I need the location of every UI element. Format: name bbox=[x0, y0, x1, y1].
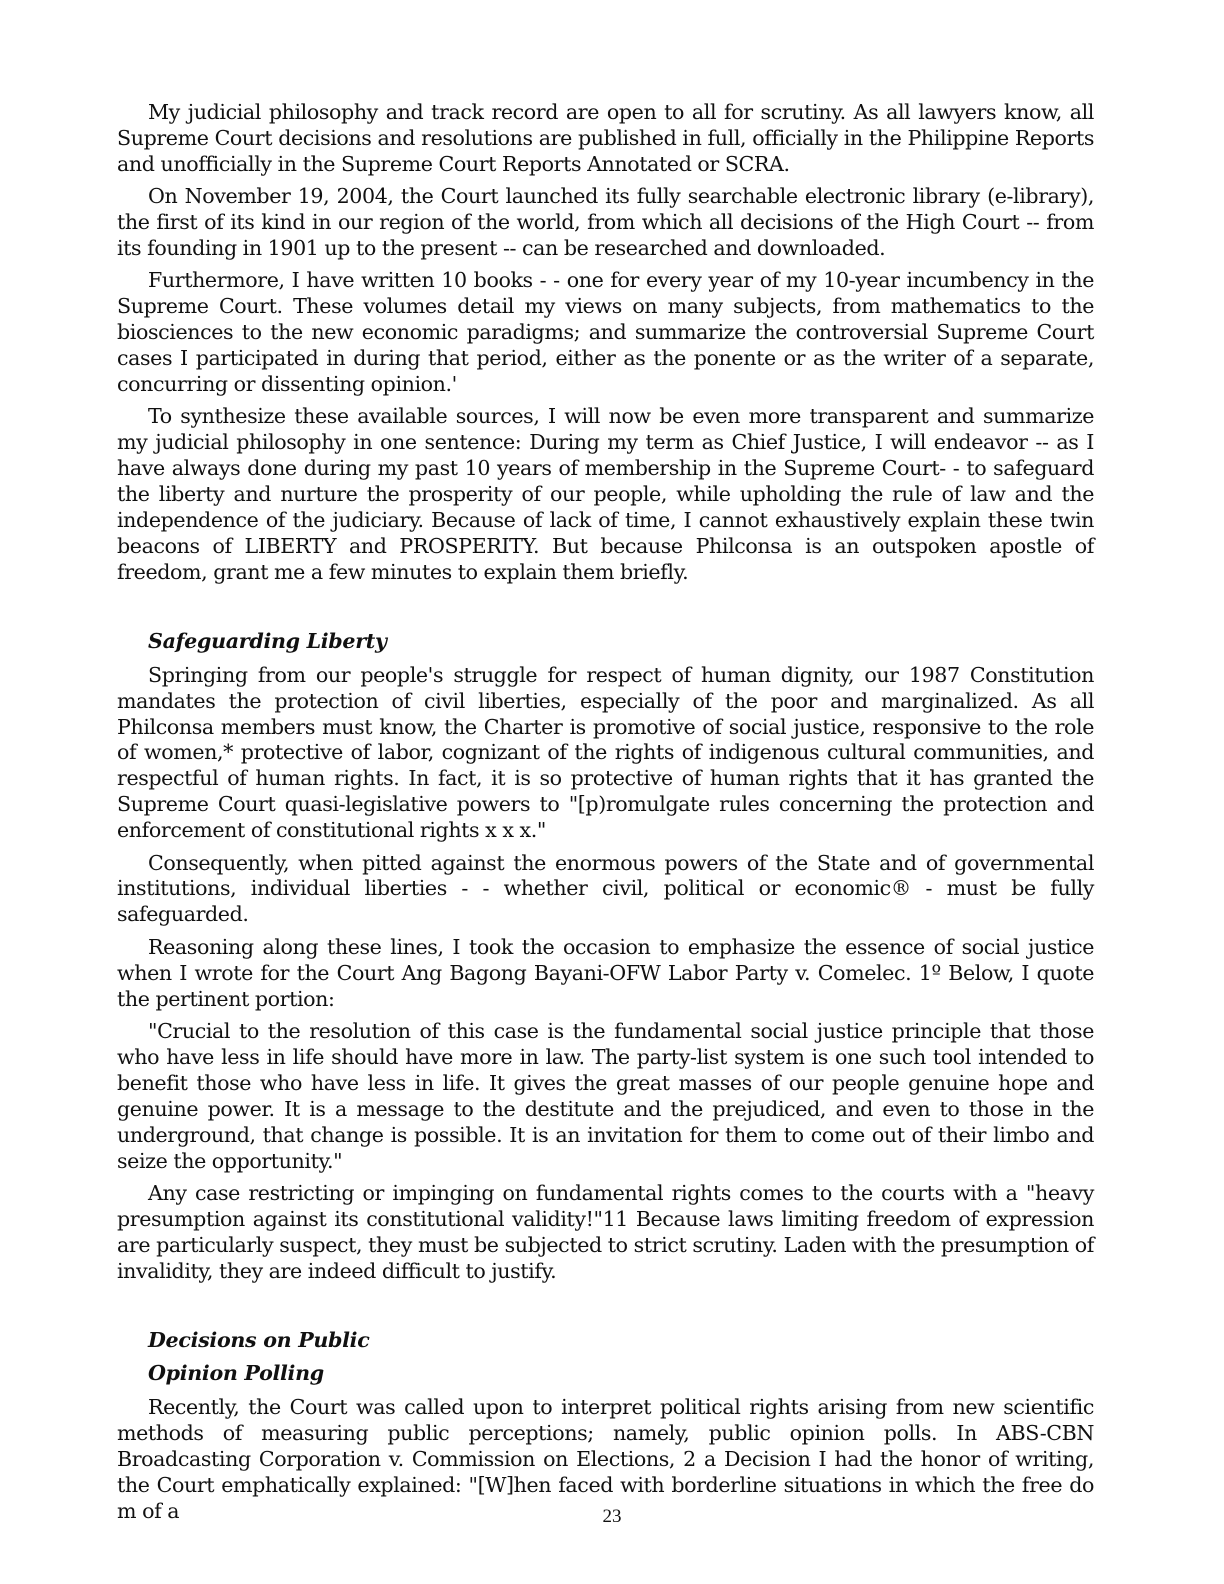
paragraph-any-case: Any case restricting or impinging on fundamental rights comes to the courts with a "heavy presumption against its constitutional validity!"11 Because laws limiting freedom of expression are particularly suspect, they must be subjected to strict scrutiny. Laden with the presumption of invalidity, they are indeed difficult to justify. bbox=[117, 1180, 1094, 1283]
document-page bbox=[117, 100, 1094, 1531]
section-heading-safeguarding-liberty: Safeguarding Liberty bbox=[148, 628, 387, 653]
paragraph-quote-crucial: "Crucial to the resolution of this case is the fundamental social justice principle that those who have less in life should have more in law. The party-list system is one such tool intended to benefit those who have less in life. It gives the great masses of our people genuine hope and genuine power. It is a message to the destitute and the prejudiced, and even to those in the underground, that change is possible. It is an invitation for them to come out of their limbo and seize the opportunity." bbox=[117, 1019, 1094, 1173]
paragraph-recently: Recently, the Court was called upon to interpret political rights arising from new scientific methods of measuring public perceptions; namely, public opinion polls. In ABS-CBN Broadcasting Corporation v. Commission on Elections, 2 a Decision I had the honor of writing, the Court emphatically explained: "[W]hen faced with borderline situations in which the free do m of a bbox=[117, 1395, 1094, 1523]
paragraph-synthesize: To synthesize these available sources, I will now be even more transparent and summarize my judicial philosophy in one sentence: During my term as Chief Justice, I will endeavor -- as I have always done during my past 10 years of membership in the Supreme Court- - to safeguard the liberty and nurture the prosperity of our people, while upholding the rule of law and the independence of the judiciary. Because of lack of time, I cannot exhaustively explain these twin beacons of LIBERTY and PROSPERITY. But because Philconsa is an outspoken apostle of freedom, grant me a few minutes to explain them briefly. bbox=[117, 404, 1094, 584]
paragraph-springing: Springing from our people's struggle for respect of human dignity, our 1987 Constitution mandates the protection of civil liberties, especially of the poor and marginalized. As all Philconsa members must know, the Charter is promotive of social justice, responsive to the role of women,* protective of labor, cognizant of the rights of indigenous cultural communities, and respectful of human rights. In fact, it is so protective of human rights that it has granted the Supreme Court quasi-legislative powers to "[p)romulgate rules concerning the protection and enforcement of constitutional rights x x x." bbox=[117, 662, 1094, 843]
section-heading-decisions-public: Decisions on Public bbox=[148, 1327, 370, 1352]
paragraph-judicial-philosophy: My judicial philosophy and track record are open to all for scrutiny. As all lawyers know, all Supreme Court decisions and resolutions are published in full, officially in the Philippine Reports and unofficially in the Supreme Court Reports Annotated or SCRA. bbox=[117, 100, 1094, 176]
section-heading-opinion-polling: Opinion Polling bbox=[148, 1361, 324, 1386]
paragraph-consequently: Consequently, when pitted against the enormous powers of the State and of governmental institutions, individual liberties - - whether civil, political or economic® - must be fully safeguarded. bbox=[117, 850, 1094, 927]
page-number: 23 bbox=[602, 1506, 622, 1527]
paragraph-e-library: On November 19, 2004, the Court launched its fully searchable electronic library (e-library), the first of its kind in our region of the world, from which all decisions of the High Court -- from its founding in 1901 up to the present -- can be researched and downloaded. bbox=[117, 184, 1094, 261]
paragraph-ten-books: Furthermore, I have written 10 books - - one for every year of my 10-year incumbency in the Supreme Court. These volumes detail my views on many subjects, from mathematics to the biosciences to the new economic paradigms; and summarize the controversial Supreme Court cases I participated in during that period, either as the ponente or as the writer of a separate, concurring or dissenting opinion.' bbox=[117, 268, 1094, 397]
paragraph-reasoning: Reasoning along these lines, I took the occasion to emphasize the essence of social justice when I wrote for the Court Ang Bagong Bayani-OFW Labor Party v. Comelec. 1º Below, I quote the pertinent portion: bbox=[117, 934, 1094, 1011]
